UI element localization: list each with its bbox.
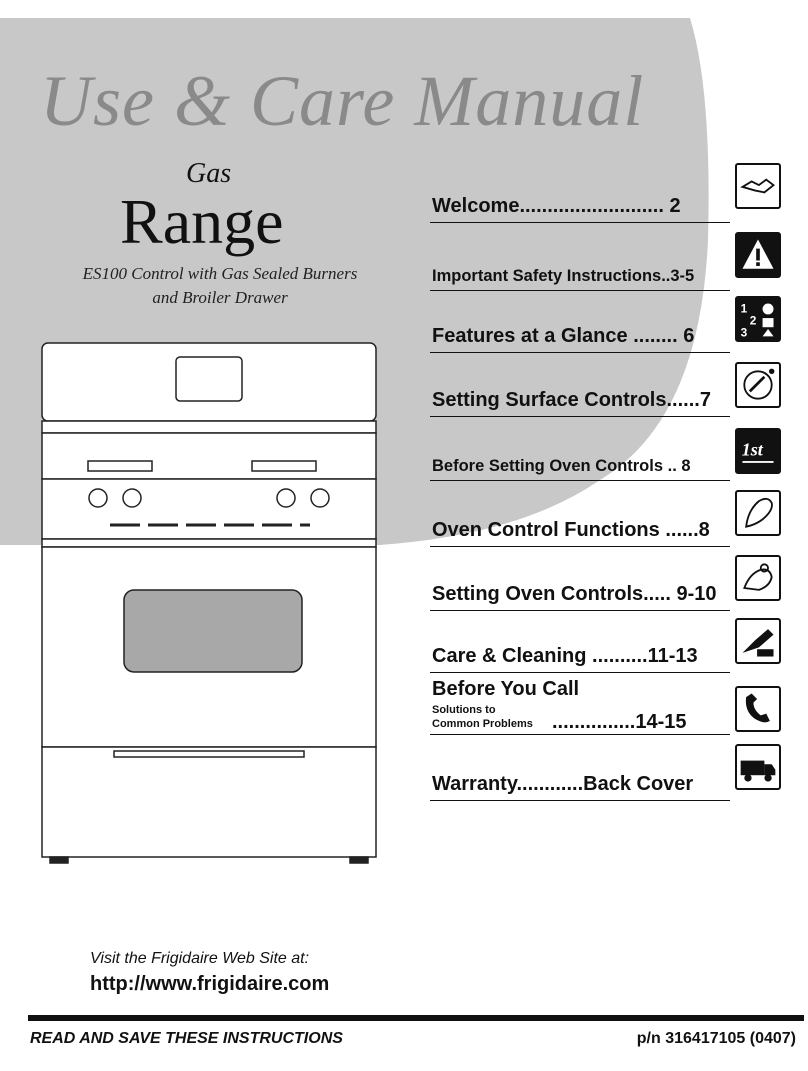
range-illustration: [40, 335, 380, 870]
svg-text:2: 2: [749, 313, 757, 328]
features-steps-icon: [735, 296, 781, 342]
handshake-icon: [735, 163, 781, 209]
contents-label: Features at a Glance ........ 6: [432, 325, 695, 347]
oven-control-hand-icon: [735, 555, 781, 601]
before-you-call-subtitle: [432, 703, 533, 731]
contents-label: Before Setting Oven Controls .. 8: [432, 457, 691, 475]
before-you-call-title[interactable]: Before You Call: [432, 678, 580, 700]
service-truck-icon: [735, 744, 781, 790]
warning-icon: [735, 232, 781, 278]
contents-row-setting-oven[interactable]: [430, 574, 730, 611]
contents-label: Care & Cleaning ..........11-13: [432, 645, 698, 667]
contents-row-safety[interactable]: [430, 250, 730, 291]
cleaning-hand-icon: [735, 618, 781, 664]
product-type: Gas: [186, 158, 232, 189]
contents-row-oven-functions[interactable]: [430, 510, 730, 547]
part-number: p/n 316417105 (0407): [636, 1030, 796, 1047]
contents-row-welcome[interactable]: [430, 188, 730, 223]
first-icon-text: 1st: [741, 439, 763, 460]
phone-icon: [735, 686, 781, 732]
contents-row-warranty[interactable]: [430, 764, 730, 801]
before-you-call-pages: ...............14-15: [552, 711, 687, 733]
read-save-notice: READ AND SAVE THESE INSTRUCTIONS: [30, 1030, 343, 1047]
website-note: Visit the Frigidaire Web Site at:: [90, 950, 310, 967]
subtitle-line-2: and Broiler Drawer: [152, 288, 288, 307]
contents-label: Warranty............Back Cover: [432, 773, 694, 795]
before-you-call-sub-1: Solutions to: [432, 704, 496, 716]
contents-label: Welcome.......................... 2: [432, 195, 681, 217]
finger-press-icon: [735, 490, 781, 536]
contents-row-features[interactable]: [430, 316, 730, 353]
contents-label: Setting Surface Controls......7: [432, 389, 711, 411]
contents-label: Setting Oven Controls..... 9-10: [432, 583, 717, 605]
contents-label: Important Safety Instructions..3-5: [432, 267, 695, 285]
manual-title: Use & Care Manual: [40, 61, 645, 141]
svg-text:1: 1: [740, 301, 748, 316]
contents-row-care-cleaning[interactable]: [430, 636, 730, 673]
svg-text:3: 3: [740, 325, 748, 340]
contents-row-before-oven[interactable]: [430, 444, 730, 481]
before-you-call-sub-2: Common Problems: [432, 718, 533, 730]
before-you-call-rule: [430, 734, 730, 735]
first-icon: [735, 428, 781, 474]
product-name: Range: [120, 186, 284, 257]
contents-label: Oven Control Functions ......8: [432, 519, 710, 541]
product-subtitle: [40, 262, 400, 310]
subtitle-line-1: ES100 Control with Gas Sealed Burners: [82, 264, 358, 283]
website-link[interactable]: http://www.frigidaire.com: [90, 973, 330, 995]
contents-row-surface-controls[interactable]: [430, 380, 730, 417]
surface-knob-icon: [735, 362, 781, 408]
footer-rule: [28, 1015, 804, 1021]
